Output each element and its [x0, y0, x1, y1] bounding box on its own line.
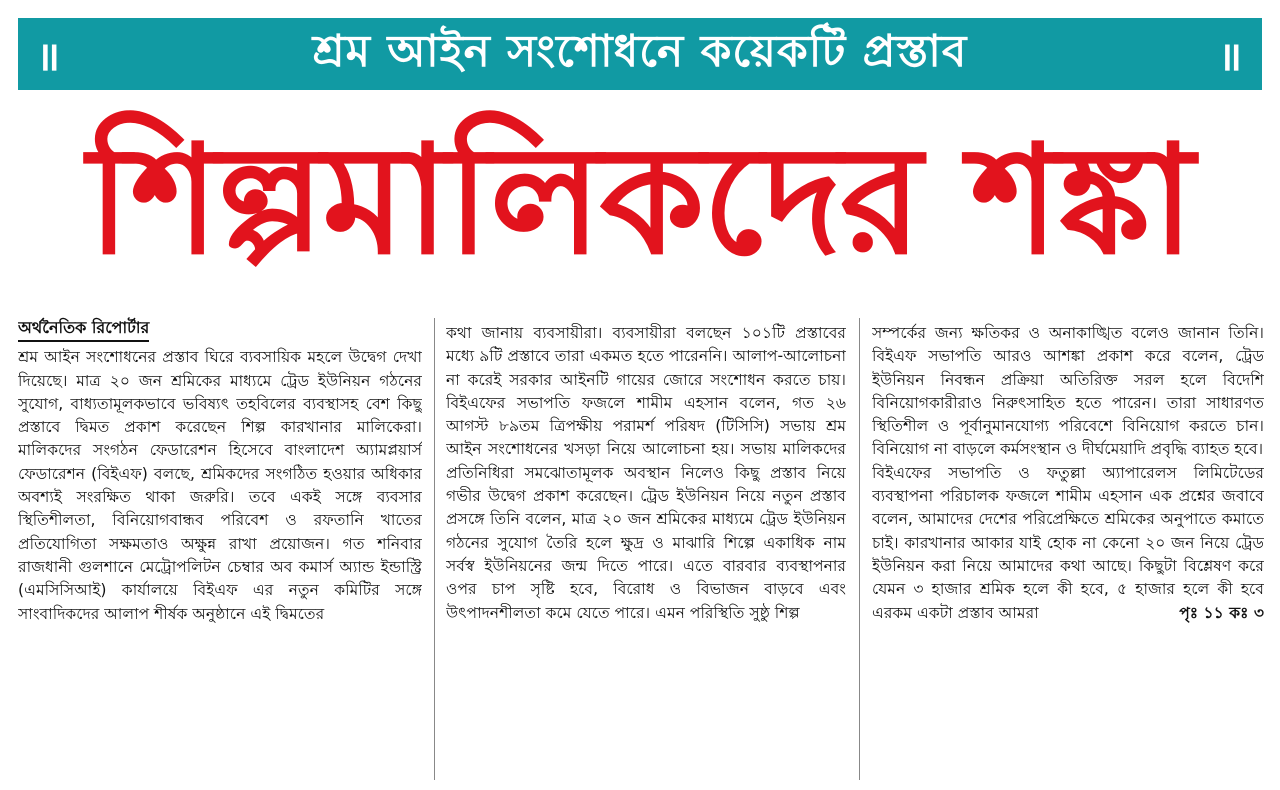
column-3-paragraph-2-text: বিইএফের সভাপতি ও ফতুল্লা অ্যাপারেলস লিমিটেডের ব্যবস্থাপনা পরিচালক ফজলে শামীম এহসান এক প্রশ্নের জবাবে বলেন, আমাদের দেশের পরিপ্রেক্ষিতে শ্রমিকের অনুপাতে কমাতে চাই। কারখানার আকার যাই হোক না কেনো ২০ জন নিয়ে ট্রেড ইউনিয়ন করা নিয়ে আমাদের কথা আছে। কিছুটা বিশ্লেষণ করে যেমন ৩ হাজার শ্রমিক হলে কী হবে, ৫ হাজার হলে কী হবে এরকম একটা প্রস্তাব আমরা — [872, 463, 1264, 622]
byline: অর্থনৈতিক রিপোর্টার — [18, 316, 149, 342]
article-column-3 — [872, 322, 1264, 790]
column-1-text: শ্রম আইন সংশোধনের প্রস্তাব ঘিরে ব্যবসায়িক মহলে উদ্বেগ দেখা দিয়েছে। মাত্র ২০ জন শ্রমিকের মাধ্যমে ট্রেড ইউনিয়ন গঠনের সুযোগ, বাধ্যতামূলকভাবে ভবিষ্যৎ তহবিলের ব্যবস্থাসহ বেশ কিছু প্রস্তাবে দ্বিমত প্রকাশ করেছেন শিল্প কারখানার মালিকেরা। মালিকদের সংগঠন ফেডারেশন হিসেবে বাংলাদেশ অ্যামপ্লয়ার্স ফেডারেশন (বিইএফ) বলছে, শ্রমিকদের সংগঠিত হওয়ার অধিকার অবশ্যই সংরক্ষিত থাকা জরুরি। তবে একই সঙ্গে ব্যবসার স্থিতিশীলতা, বিনিয়োগবান্ধব পরিবেশ ও রফতানি খাতের প্রতিযোগিতা সক্ষমতাও অক্ষুন্ন রাখা প্রয়োজন। গত শনিবার রাজধানী গুলশানে মেট্রোপলিটন চেম্বার অব কমার্স অ্যান্ড ইন্ডাস্ট্রি (এমসিসিআই) কার্যালয়ে বিইএফ এর নতুন কমিটির সঙ্গে সাংবাদিকদের আলাপ শীর্ষক অনুষ্ঠানে এই দ্বিমতের — [18, 348, 422, 623]
kicker-right-mark: ॥ — [1218, 33, 1244, 80]
column-divider — [434, 318, 435, 780]
column-divider — [859, 318, 860, 780]
column-3-paragraph-2 — [872, 462, 1264, 625]
article-column-2 — [446, 322, 846, 790]
article-column-1 — [18, 316, 422, 784]
column-3-paragraph-1: সম্পর্কের জন্য ক্ষতিকর ও অনাকাঙ্খিত বলেও জানান তিনি। বিইএফ সভাপতি আরও আশঙ্কা প্রকাশ করে বলেন, ট্রেড ইউনিয়ন নিবন্ধন প্রক্রিয়া অতিরিক্ত সরল হলে বিদেশি বিনিয়োগকারীরাও নিরুৎসাহিত হতে পারেন। তারা সাধারণত স্থিতিশীল ও পূর্বানুমানযোগ্য পরিবেশে বিনিয়োগ করতে চান। বিনিয়োগ না বাড়লে কর্মসংস্থান ও দীর্ঘমেয়াদি প্রবৃদ্ধি ব্যাহত হবে। — [872, 324, 1264, 459]
column-2-text: কথা জানায় ব্যবসায়ীরা। ব্যবসায়ীরা বলছেন ১০১টি প্রস্তাবের মধ্যে ৯টি প্রস্তাবে তারা একমত হতে পারেননি। আলাপ-আলোচনা না করেই সরকার আইনটি গায়ের জোরে সংশোধন করতে চায়। বিইএফের সভাপতি ফজলে শামীম এহসান বলেন, গত ২৬ আগস্ট ৮৯তম ত্রিপক্ষীয় পরামর্শ পরিষদ (টিসিসি) সভায় শ্রম আইন সংশোধনের খসড়া নিয়ে আলোচনা হয়। সভায় মালিকদের প্রতিনিধিরা সমঝোতামূলক অবস্থান নিলেও কিছু প্রস্তাব নিয়ে গভীর উদ্বেগ প্রকাশ করেছেন। ট্রেড ইউনিয়ন নিয়ে নতুন প্রস্তাব প্রসঙ্গে তিনি বলেন, মাত্র ২০ জন শ্রমিকের মাধ্যমে ট্রেড ইউনিয়ন গঠনের সুযোগ তৈরি হলে ক্ষুদ্র ও মাঝারি শিল্পে একাধিক নাম সর্বস্ব ইউনিয়নের জন্ম দিতে পারে। এতে বারবার ব্যবস্থাপনার ওপর চাপ সৃষ্টি হবে, বিরোধ ও বিভাজন বাড়বে এবং উৎপাদনশীলতা কমে যেতে পারে। এমন পরিস্থিতি সুষ্ঠু শিল্প — [446, 324, 846, 622]
headline: শিল্পমালিকদের শঙ্কা — [87, 114, 1193, 288]
kicker-text: শ্রম আইন সংশোধনে কয়েকটি প্রস্তাব — [312, 25, 968, 77]
kicker-banner — [18, 18, 1262, 90]
page-reference: পৃঃ ১১ কঃ ৩ — [1179, 603, 1264, 622]
kicker-left-mark: ॥ — [36, 33, 62, 80]
